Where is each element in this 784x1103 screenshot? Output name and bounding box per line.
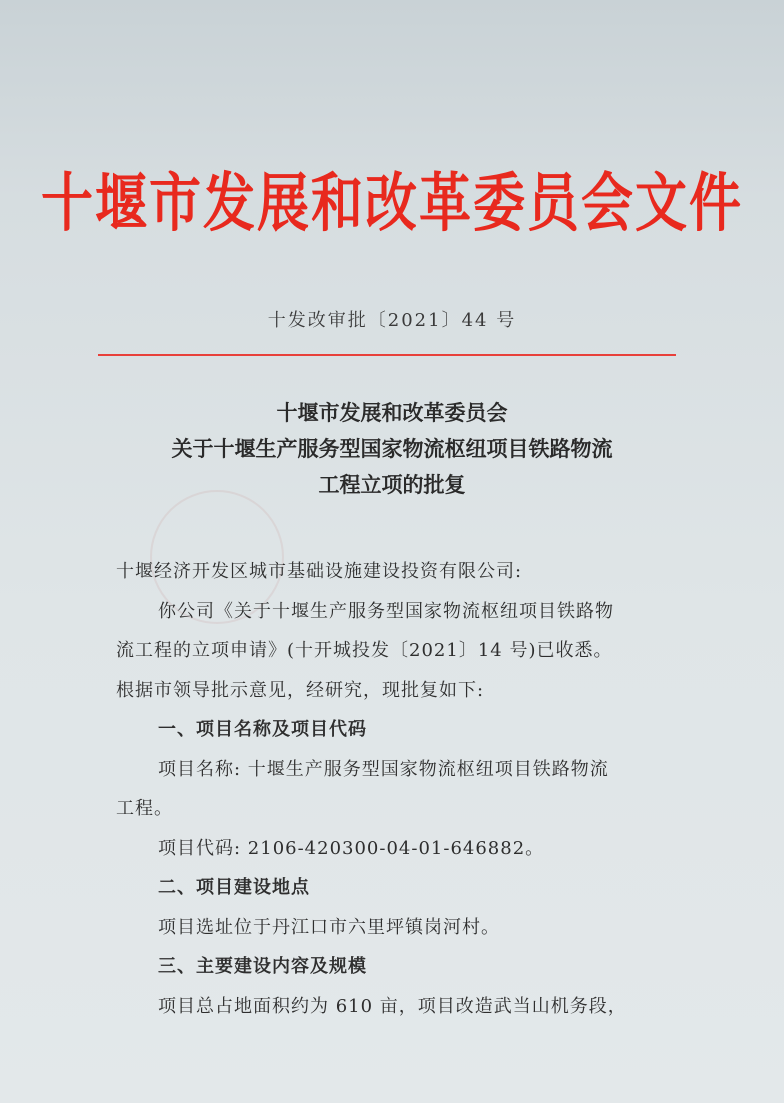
section-1-heading: 一、项目名称及项目代码 (158, 719, 367, 740)
project-name-line-2: 工程。 (116, 798, 173, 819)
document-subject (0, 395, 784, 503)
addressee: 十堰经济开发区城市基础设施建设投资有限公司: (116, 561, 523, 582)
subject-line-3: 工程立项的批复 (318, 472, 466, 497)
paragraph-1-line-3: 根据市领导批示意见，经研究，现批复如下: (116, 679, 485, 701)
document-header-title: 十堰市发展和改革委员会文件 (40, 166, 743, 242)
red-divider-line (98, 354, 676, 356)
project-location: 项目选址位于丹江口市六里坪镇岗河村。 (158, 916, 500, 938)
section-3-heading: 三、主要建设内容及规模 (158, 956, 367, 977)
document-number: 十发改审批〔2021〕44 号 (267, 310, 517, 331)
paragraph-1-line-1: 你公司《关于十堰生产服务型国家物流枢纽项目铁路物 (158, 600, 614, 622)
document-body (116, 552, 676, 1026)
section-2-heading: 二、项目建设地点 (158, 877, 310, 898)
project-code: 项目代码: 2106-420300-04-01-646882。 (158, 837, 545, 859)
subject-line-2: 关于十堰生产服务型国家物流枢纽项目铁路物流 (171, 436, 613, 461)
scale-line-1: 项目总占地面积约为 610 亩，项目改造武当山机务段， (158, 995, 627, 1017)
project-name-line-1: 项目名称: 十堰生产服务型国家物流枢纽项目铁路物流 (158, 758, 609, 780)
subject-line-1: 十堰市发展和改革委员会 (276, 400, 508, 425)
paragraph-1-line-2: 流工程的立项申请》(十开城投发〔2021〕14 号)已收悉。 (116, 640, 613, 661)
